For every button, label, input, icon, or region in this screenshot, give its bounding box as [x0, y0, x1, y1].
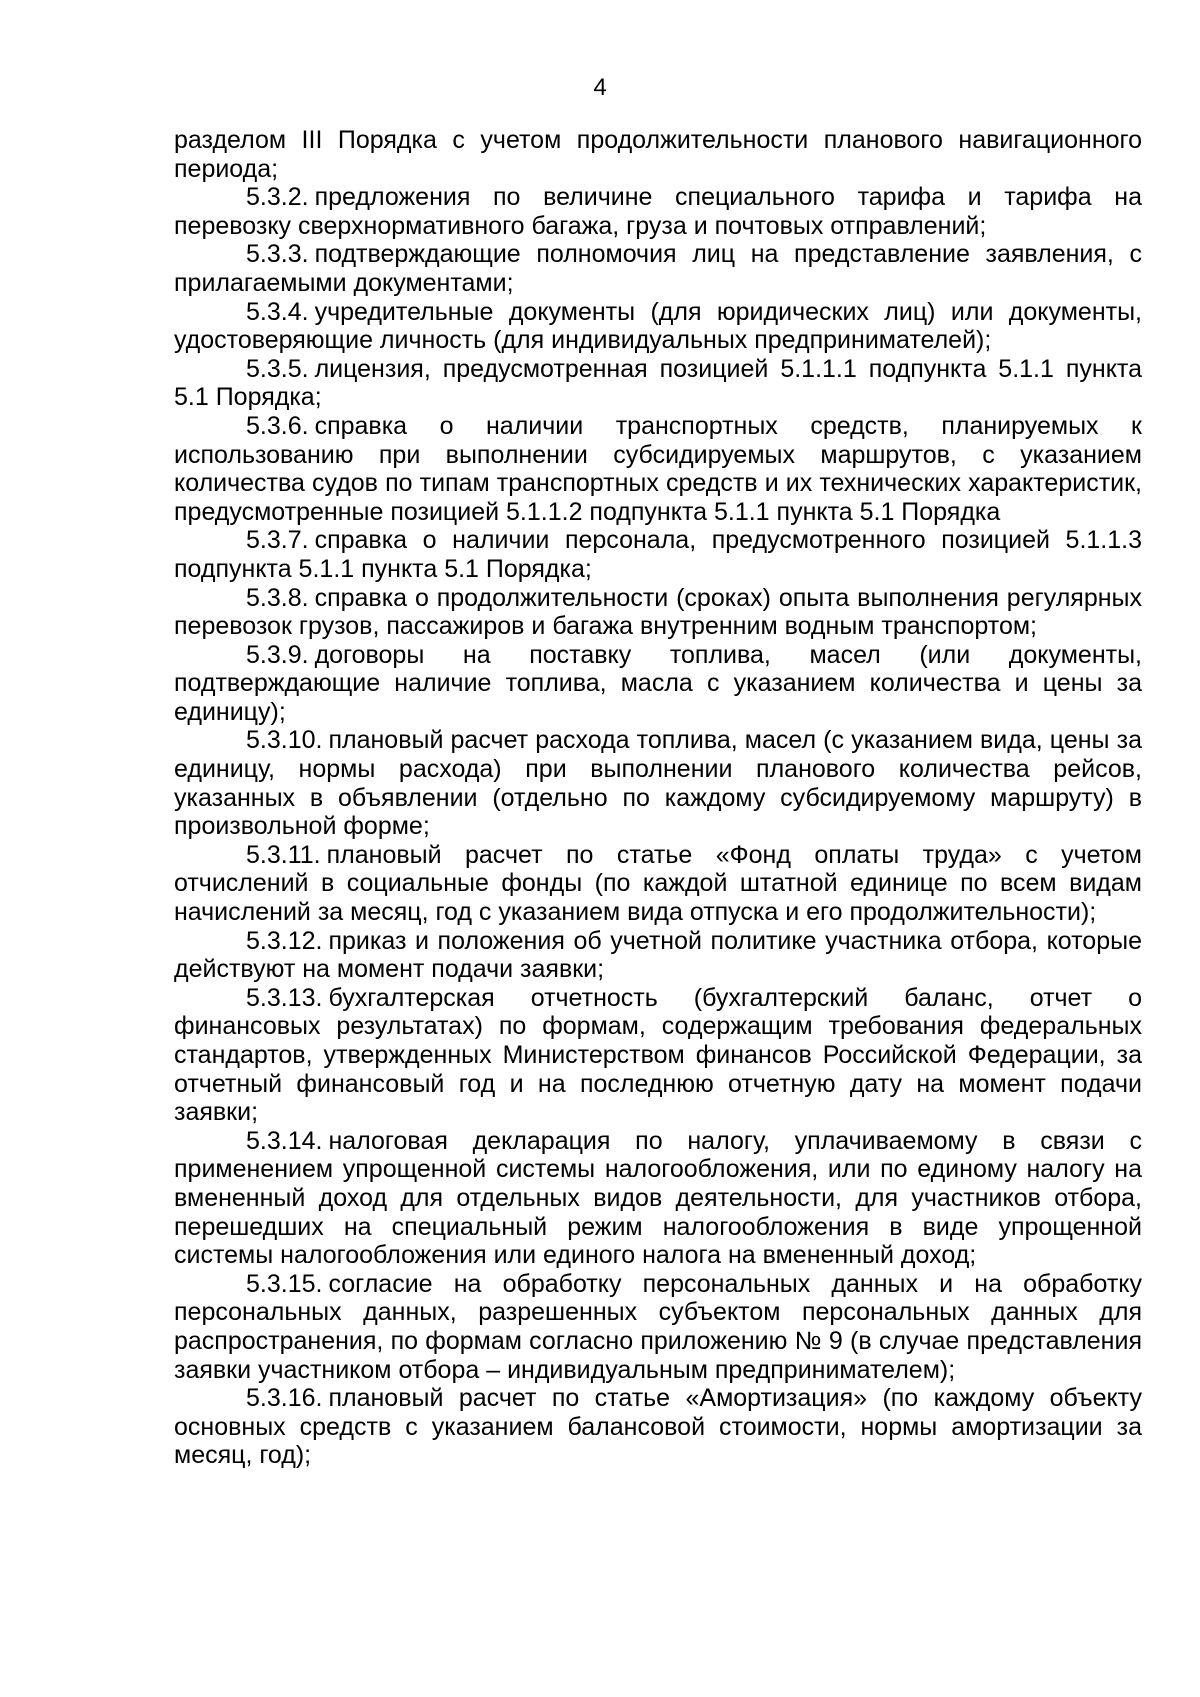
item-text: налоговая декларация по налогу, уплачиваемому в связи с применением упрощенной системы налогообложения, или по единому налогу на вмененный доход для отдельных видов деятельности, для участников отбора, перешедших на специальный режим налогообложения в виде упрощенной системы налогообложения или единого налога на вмененный доход;: [174, 1126, 1142, 1270]
list-item: [174, 1270, 1142, 1384]
intro-paragraph: разделом III Порядка с учетом продолжительности планового навигационного периода;: [174, 126, 1142, 183]
item-number: 5.3.2.: [246, 183, 309, 212]
item-text: договоры на поставку топлива, масел (или документы, подтверждающие наличие топлива, масла с указанием количества и цены за единицу);: [174, 640, 1142, 726]
item-number: 5.3.9.: [246, 640, 309, 669]
item-number: 5.3.12.: [246, 926, 323, 955]
item-number: 5.3.16.: [246, 1384, 323, 1413]
list-item: [174, 584, 1142, 641]
item-text: справка о наличии транспортных средств, планируемых к использованию при выполнении субсидируемых маршрутов, с указанием количества судов по типам транспортных средств и их технических характеристик, предусмотренные позицией 5.1.1.2 подпункта 5.1.1 пункта 5.1 Порядка: [174, 411, 1142, 526]
document-body: [174, 126, 1142, 1470]
item-text: бухгалтерская отчетность (бухгалтерский баланс, отчет о финансовых результатах) по формам, содержащим требования федеральных стандартов, утвержденных Министерством финансов Российской Федерации, за отчетный финансовый год и на последнюю отчетную дату на момент подачи заявки;: [174, 983, 1142, 1127]
item-number: 5.3.15.: [246, 1269, 323, 1298]
item-text: справка о наличии персонала, предусмотренного позицией 5.1.1.3 подпункта 5.1.1 пункта 5.1 Порядка;: [174, 526, 1142, 583]
item-number: 5.3.10.: [246, 726, 323, 755]
item-text: учредительные документы (для юридических лиц) или документы, удостоверяющие личность (для индивидуальных предпринимателей);: [174, 297, 1142, 355]
list-item: [174, 183, 1142, 240]
item-text: плановый расчет расхода топлива, масел (с указанием вида, цены за единицу, нормы расхода) при выполнении планового количества рейсов, указанных в объявлении (отдельно по каждому субсидируемому маршруту) в произвольной форме;: [174, 726, 1142, 841]
item-number: 5.3.13.: [246, 983, 323, 1012]
item-number: 5.3.4.: [246, 297, 309, 326]
item-number: 5.3.14.: [246, 1126, 323, 1155]
list-item: [174, 984, 1142, 1127]
list-item: [174, 298, 1142, 355]
item-number: 5.3.3.: [246, 240, 309, 269]
list-item: [174, 841, 1142, 927]
list-item: [174, 412, 1142, 526]
item-text: подтверждающие полномочия лиц на представление заявления, с прилагаемыми документами;: [174, 240, 1142, 297]
item-number: 5.3.6.: [246, 411, 309, 440]
item-number: 5.3.11.: [246, 840, 321, 869]
item-text: справка о продолжительности (сроках) опыта выполнения регулярных перевозок грузов, пассажиров и багажа внутренним водным транспортом;: [174, 583, 1142, 641]
item-text: приказ и положения об учетной политике участника отбора, которые действуют на момент подачи заявки;: [174, 926, 1142, 984]
list-item: [174, 927, 1142, 984]
list-item: [174, 240, 1142, 297]
list-item: [174, 641, 1142, 727]
item-text: плановый расчет по статье «Амортизация» (по каждому объекту основных средств с указанием балансовой стоимости, нормы амортизации за месяц, год);: [174, 1384, 1142, 1470]
list-item: [174, 726, 1142, 840]
list-item: [174, 1384, 1142, 1470]
item-number: 5.3.7.: [246, 526, 309, 555]
list-item: [174, 526, 1142, 583]
item-text: согласие на обработку персональных данных и на обработку персональных данных, разрешенных субъектом персональных данных для распространения, по формам согласно приложению № 9 (в случае представления заявки участником отбора – индивидуальным предпринимателем);: [174, 1269, 1142, 1384]
item-number: 5.3.5.: [246, 354, 309, 383]
item-text: лицензия, предусмотренная позицией 5.1.1.1 подпункта 5.1.1 пункта 5.1 Порядка;: [174, 354, 1142, 412]
list-item: [174, 355, 1142, 412]
page-number: 4: [593, 74, 607, 101]
item-text: предложения по величине специального тарифа и тарифа на перевозку сверхнормативного багажа, груза и почтовых отправлений;: [174, 183, 1142, 240]
list-item: [174, 1127, 1142, 1270]
item-text: плановый расчет по статье «Фонд оплаты труда» с учетом отчислений в социальные фонды (по каждой штатной единице по всем видам начислений за месяц, год с указанием вида отпуска и его продолжительности);: [174, 840, 1142, 927]
item-number: 5.3.8.: [246, 583, 309, 612]
